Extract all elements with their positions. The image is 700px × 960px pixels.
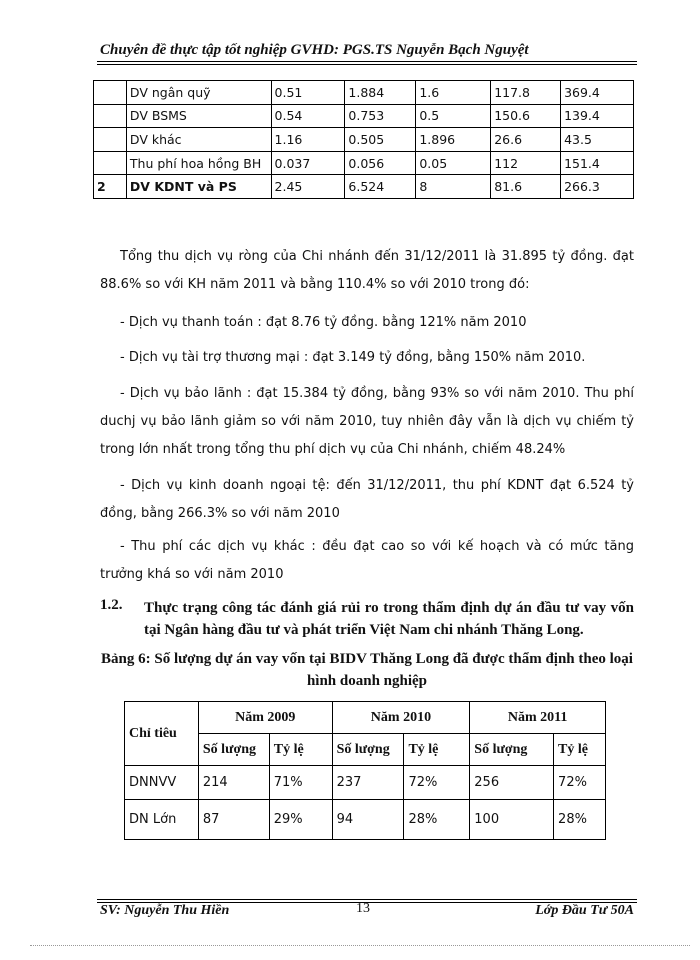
row-value: 1.896 bbox=[416, 128, 491, 152]
projects-by-enterprise-table bbox=[124, 701, 606, 840]
footer-class: Lớp Đầu Tư 50A bbox=[535, 903, 634, 918]
row-value: 139.4 bbox=[561, 104, 634, 128]
cell-ratio: 72% bbox=[404, 766, 470, 800]
row-value: 81.6 bbox=[491, 175, 561, 199]
row-value: 0.05 bbox=[416, 151, 491, 175]
bullet-payment: - Dịch vụ thanh toán : đạt 8.76 tỷ đồng. bằng 121% năm 2010 bbox=[120, 315, 527, 330]
bullet-other: - Thu phí các dịch vụ khác : đều đạt cao so với kế hoạch và có mức tăng trưởng khá so với năm 2010 bbox=[100, 539, 634, 582]
cell-count: 94 bbox=[332, 800, 404, 840]
row-value: 150.6 bbox=[491, 104, 561, 128]
row-value: 1.6 bbox=[416, 81, 491, 105]
row-value: 266.3 bbox=[561, 175, 634, 199]
table-row bbox=[94, 104, 634, 128]
sub-header-ratio: Tỷ lệ bbox=[404, 734, 470, 766]
sub-header-ratio: Tỷ lệ bbox=[554, 734, 606, 766]
page-break-line bbox=[30, 945, 690, 946]
table-caption: Bảng 6: Số lượng dự án vay vốn tại BIDV Thăng Long đã được thẩm định theo loại hình doanh nghiệp bbox=[101, 651, 633, 689]
page-number: 13 bbox=[356, 901, 370, 916]
row-index bbox=[94, 81, 127, 105]
cell-count: 256 bbox=[470, 766, 554, 800]
bullet-fx: - Dịch vụ kinh doanh ngoại tệ: đến 31/12/2011, thu phí KDNT đạt 6.524 tỷ đồng, bằng 266.3% so với năm 2010 bbox=[100, 478, 634, 521]
table-row bbox=[94, 81, 634, 105]
sub-header-count: Số lượng bbox=[198, 734, 269, 766]
row-label: DNNVV bbox=[125, 766, 199, 800]
bullet-guarantee: - Dịch vụ bảo lãnh : đạt 15.384 tỷ đồng, bằng 93% so với năm 2010. Thu phí duchj vụ bảo lãnh giảm so với năm 2010, tuy nhiên đây vẫn là dịch vụ chiếm tỷ trong lớn nhất trong tổng thu phí dịch vụ của Chi nhánh, chiếm 48.24% bbox=[100, 386, 634, 457]
cell-count: 87 bbox=[198, 800, 269, 840]
sub-header-ratio: Tỷ lệ bbox=[269, 734, 332, 766]
table-row bbox=[125, 800, 606, 840]
summary-paragraph: Tổng thu dịch vụ ròng của Chi nhánh đến 31/12/2011 là 31.895 tỷ đồng. đạt 88.6% so với KH năm 2011 và bằng 110.4% so với 2010 trong đó: bbox=[100, 249, 634, 292]
cell-ratio: 29% bbox=[269, 800, 332, 840]
row-label: DN Lớn bbox=[125, 800, 199, 840]
row-label: DV BSMS bbox=[126, 104, 271, 128]
row-value: 0.51 bbox=[271, 81, 345, 105]
row-index bbox=[94, 151, 127, 175]
header-rule-thin bbox=[97, 64, 637, 65]
row-value: 6.524 bbox=[345, 175, 416, 199]
row-value: 0.5 bbox=[416, 104, 491, 128]
row-index bbox=[94, 128, 127, 152]
cell-count: 214 bbox=[198, 766, 269, 800]
row-value: 2.45 bbox=[271, 175, 345, 199]
row-label: DV ngân quỹ bbox=[126, 81, 271, 105]
year-header-2010: Năm 2010 bbox=[332, 702, 470, 734]
row-value: 43.5 bbox=[561, 128, 634, 152]
year-header-2009: Năm 2009 bbox=[198, 702, 332, 734]
row-value: 151.4 bbox=[561, 151, 634, 175]
sub-header-count: Số lượng bbox=[332, 734, 404, 766]
table-row bbox=[94, 175, 634, 199]
section-number: 1.2. bbox=[100, 597, 123, 613]
cell-count: 100 bbox=[470, 800, 554, 840]
row-value: 112 bbox=[491, 151, 561, 175]
row-value: 0.54 bbox=[271, 104, 345, 128]
row-label: DV KDNT và PS bbox=[126, 175, 271, 199]
sub-header-count: Số lượng bbox=[470, 734, 554, 766]
year-header-2011: Năm 2011 bbox=[470, 702, 606, 734]
table-row bbox=[94, 151, 634, 175]
cell-count: 237 bbox=[332, 766, 404, 800]
row-label: Thu phí hoa hồng BH bbox=[126, 151, 271, 175]
cell-ratio: 28% bbox=[404, 800, 470, 840]
cell-ratio: 72% bbox=[554, 766, 606, 800]
row-value: 0.037 bbox=[271, 151, 345, 175]
section-title: Thực trạng công tác đánh giá rủi ro trong thẩm định dự án đầu tư vay vốn tại Ngân hàng đầu tư và phát triển Việt Nam chi nhánh Thăng Long. bbox=[144, 600, 634, 638]
row-value: 1.16 bbox=[271, 128, 345, 152]
row-index: 2 bbox=[94, 175, 127, 199]
row-value: 0.056 bbox=[345, 151, 416, 175]
row-label: DV khác bbox=[126, 128, 271, 152]
row-value: 0.505 bbox=[345, 128, 416, 152]
cell-ratio: 71% bbox=[269, 766, 332, 800]
row-value: 0.753 bbox=[345, 104, 416, 128]
header-rule bbox=[97, 61, 637, 62]
row-index bbox=[94, 104, 127, 128]
footer-student: SV: Nguyễn Thu Hiền bbox=[100, 903, 230, 918]
row-value: 8 bbox=[416, 175, 491, 199]
row-value: 1.884 bbox=[345, 81, 416, 105]
table-row bbox=[125, 766, 606, 800]
row-value: 369.4 bbox=[561, 81, 634, 105]
table-row bbox=[94, 128, 634, 152]
services-fee-table bbox=[93, 80, 634, 199]
footer-rule-thin bbox=[97, 899, 637, 900]
row-value: 117.8 bbox=[491, 81, 561, 105]
page-header: Chuyên đề thực tập tốt nghiệp GVHD: PGS.TS Nguyễn Bạch Nguyệt bbox=[100, 42, 529, 58]
col-header-indicator: Chỉ tiêu bbox=[125, 702, 199, 766]
cell-ratio: 28% bbox=[554, 800, 606, 840]
row-value: 26.6 bbox=[491, 128, 561, 152]
bullet-trade-finance: - Dịch vụ tài trợ thương mại : đạt 3.149 tỷ đồng, bằng 150% năm 2010. bbox=[120, 350, 586, 365]
